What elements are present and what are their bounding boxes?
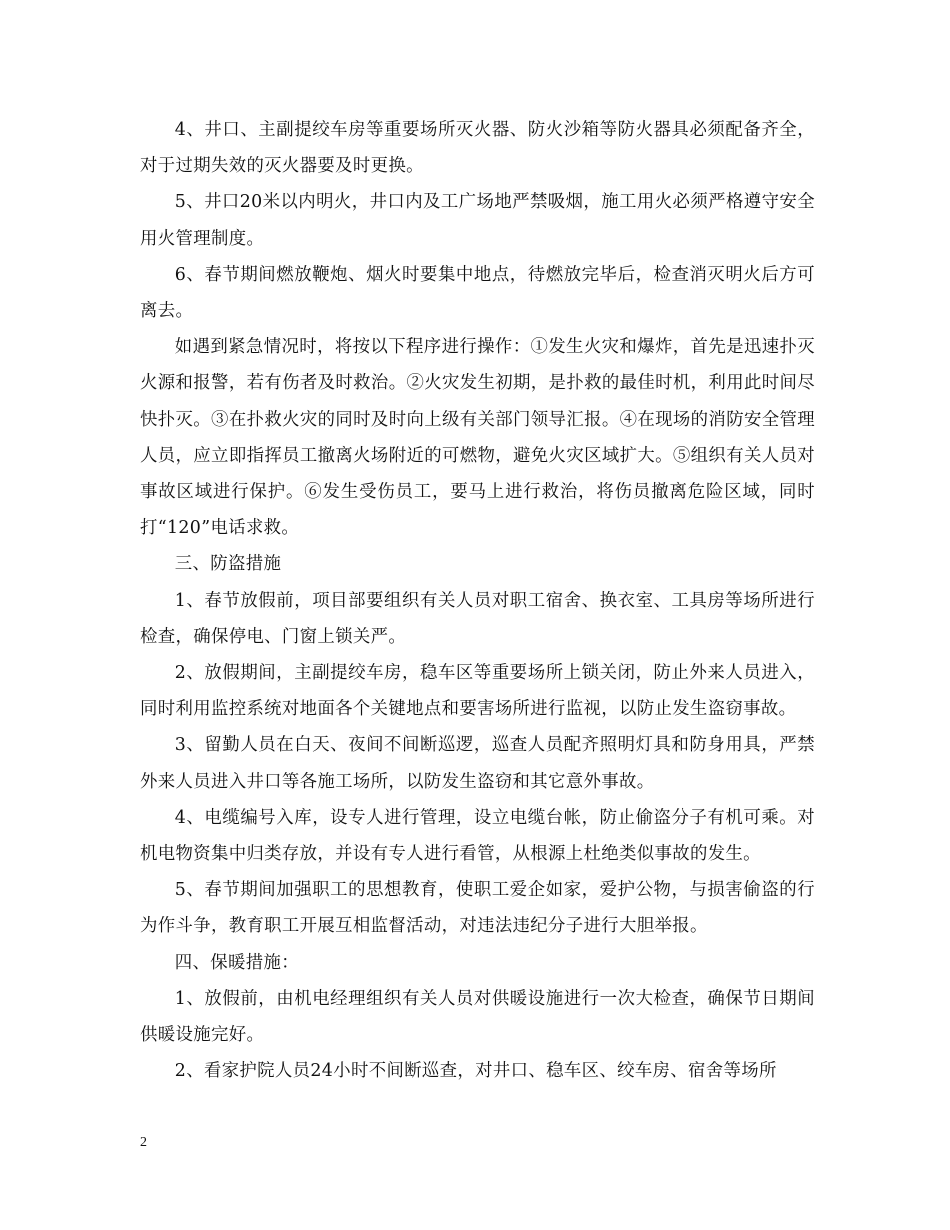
paragraph-theft-5: 5、春节期间加强职工的思想教育，使职工爱企如家，爱护公物，与损害偷盗的行为作斗争，教育职工开展互相监督活动，对违法违纪分子进行大胆举报。 [140,880,815,937]
paragraph-emergency-procedure: 如遇到紧急情况时，将按以下程序进行操作：①发生火灾和爆炸，首先是迅速扑灭火源和报警，若有伤者及时救治。②火灾发生初期，是扑救的最佳时机，利用此时间尽快扑灭。③在扑救火灾的同时及时向上级有关部门领导汇报。④在现场的消防安全管理人员，应立即指挥员工撤离火场附近的可燃物，避免火灾区域扩大。⑤组织有关人员对事故区域进行保护。⑥发生受伤员工，要马上进行救治，将伤员撤离危险区域，同时打“120”电话求救。 [140,337,815,539]
section-heading-heating: 四、保暖措施： [174,952,299,973]
paragraph-theft-3: 3、留勤人员在白天、夜间不间断巡逻，巡查人员配齐照明灯具和防身用具，严禁外来人员进入井口等各施工场所，以防发生盗窃和其它意外事故。 [140,735,815,792]
paragraph-theft-2: 2、放假期间，主副提绞车房，稳车区等重要场所上锁关闭，防止外来人员进入，同时利用监控系统对地面各个关键地点和要害场所进行监视，以防止发生盗窃事故。 [140,663,815,720]
section-heading-anti-theft: 三、防盗措施 [174,554,282,575]
paragraph-heating-1: 1、放假前，由机电经理组织有关人员对供暖设施进行一次大检查，确保节日期间供暖设施完好。 [140,988,815,1046]
document-body [140,112,815,1089]
page-number: 2 [140,1135,147,1150]
paragraph-fireworks: 6、春节期间燃放鞭炮、烟火时要集中地点，待燃放完毕后，检查消灭明火后方可离去。 [140,264,815,322]
paragraph-theft-1: 1、春节放假前，项目部要组织有关人员对职工宿舍、换衣室、工具房等场所进行检查，确保停电、门窗上锁关严。 [140,590,815,647]
paragraph-heating-2: 2、看家护院人员24小时不间断巡查，对井口、稳车区、绞车房、宿舍等场所 [174,1061,777,1082]
paragraph-fire-equipment: 4、井口、主副提绞车房等重要场所灭火器、防火沙箱等防火器具必须配备齐全，对于过期失效的灭火器要及时更换。 [140,120,815,177]
paragraph-no-open-fire: 5、井口20米以内明火，井口内及工广场地严禁吸烟，施工用火必须严格遵守安全用火管理制度。 [140,192,815,249]
paragraph-theft-4: 4、电缆编号入库，设专人进行管理，设立电缆台帐，防止偷盗分子有机可乘。对机电物资集中归类存放，并设有专人进行看管，从根源上杜绝类似事故的发生。 [140,807,815,865]
